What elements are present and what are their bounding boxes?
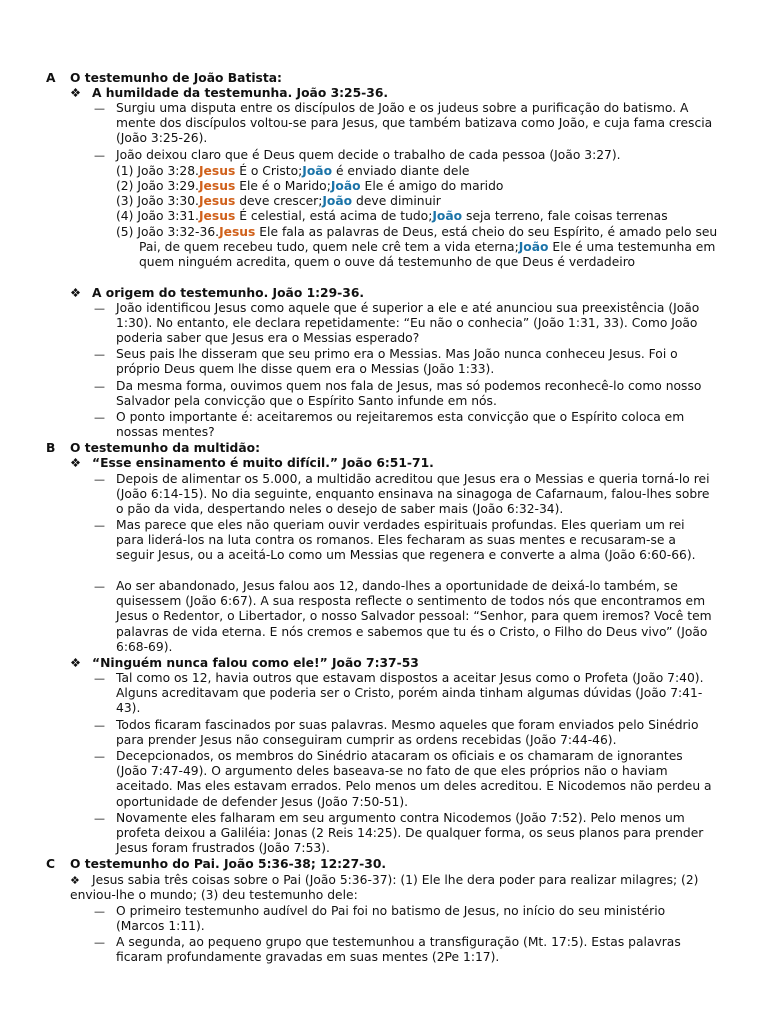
paragraph: — O ponto importante é: aceitaremos ou rejeitaremos esta convicção que o Espírito coloca em nossas mentes? (116, 410, 716, 440)
section-c-sub1: ❖ Jesus sabia três coisas sobre o Pai (João 5:36-37): (1) Ele lhe dera poder para realizar milagres; (2) enviou-lhe o mundo; (3) deu testemunho dele: (70, 873, 699, 903)
paragraph: — Decepcionados, os membros do Sinédrio atacaram os oficiais e os chamaram de ignorantes (João 7:47-49). O argumento deles baseava-se no fato de que eles próprios não o haviam aceitado. Mas eles estavam errados. Pelo menos um deles acreditou. E Nicodemos não perdeu a oportunidade de defender Jesus (João 7:50-51). (116, 749, 716, 810)
section-a-sub1-heading: ❖ A humildade da testemunha. João 3:25-36. (70, 86, 389, 100)
diamond-bullet-icon: ❖ (70, 456, 82, 470)
paragraph: — João deixou claro que é Deus quem decide o trabalho de cada pessoa (João 3:27). (116, 148, 716, 163)
diamond-bullet-icon: ❖ (70, 86, 82, 100)
four-diamond-bullet-icon: ❖ (70, 874, 80, 887)
list-item: (1) João 3:28.Jesus É o Cristo;João é enviado diante dele (116, 164, 470, 178)
list-item: (5) João 3:32-36.Jesus Ele fala as palavras de Deus, está cheio do seu Espírito, é amado pelo seu Pai, de quem recebeu tudo, quem nele crê tem a vida eterna;João Ele é uma testemunha em quem ninguém acredita, quem o ouve dá testemunho de que Deus é verdadeiro (116, 225, 718, 270)
paragraph: — Da mesma forma, ouvimos quem nos fala de Jesus, mas só podemos reconhecê-lo como nosso Salvador pela convicção que o Espírito Santo infunde em nós. (116, 379, 716, 409)
paragraph: — Mas parece que eles não queriam ouvir verdades espirituais profundas. Eles queriam um rei para liderá-los na luta contra os romanos. Eles fecharam as suas mentes e recusaram-se a seguir Jesus, ou a aceitá-Lo como um Messias que regenera e converte a alma (João 6:60-66). (116, 518, 716, 564)
paragraph: — Seus pais lhe disseram que seu primo era o Messias. Mas João nunca conheceu Jesus. Foi o próprio Deus quem lhe disse quem era o Messias (João 1:33). (116, 347, 716, 377)
list-item: (4) João 3:31.Jesus É celestial, está acima de tudo;João seja terreno, fale coisas terrenas (116, 209, 668, 223)
paragraph: — Todos ficaram fascinados por suas palavras. Mesmo aqueles que foram enviados pelo Sinédrio para prender Jesus não conseguiram cumprir as ordens recebidas (João 7:44-46). (116, 718, 716, 748)
section-c-heading: C O testemunho do Pai. João 5:36-38; 12:27-30. (46, 857, 387, 871)
paragraph: — A segunda, ao pequeno grupo que testemunhou a transfiguração (Mt. 17:5). Estas palavras ficaram profundamente gravadas em suas mentes (2Pe 1:17). (116, 935, 716, 965)
paragraph: — Depois de alimentar os 5.000, a multidão acreditou que Jesus era o Messias e queria torná-lo rei (João 6:14-15). No dia seguinte, enquanto ensinava na sinagoga de Cafarnaum, falou-lhes sobre o pão da vida, despertando neles o desejo de saber mais (João 6:32-34). (116, 472, 716, 518)
diamond-bullet-icon: ❖ (70, 656, 82, 670)
section-b-sub1-heading: ❖ “Esse ensinamento é muito difícil.” João 6:51-71. (70, 456, 434, 470)
section-b-sub2-heading: ❖ “Ninguém nunca falou como ele!” João 7:37-53 (70, 656, 419, 670)
list-item: (2) João 3:29.Jesus Ele é o Marido;João Ele é amigo do marido (116, 179, 504, 193)
diamond-bullet-icon: ❖ (70, 286, 82, 300)
section-a-sub2-heading: ❖ A origem do testemunho. João 1:29-36. (70, 286, 365, 300)
list-item: (3) João 3:30.Jesus deve crescer;João deve diminuir (116, 194, 441, 208)
paragraph: — O primeiro testemunho audível do Pai foi no batismo de Jesus, no início do seu ministério (Marcos 1:11). (116, 904, 716, 934)
paragraph: — Tal como os 12, havia outros que estavam dispostos a aceitar Jesus como o Profeta (João 7:40). Alguns acreditavam que poderia ser o Cristo, porém ainda tinham algumas dúvidas (João 7:41-43). (116, 671, 716, 717)
paragraph: — Novamente eles falharam em seu argumento contra Nicodemos (João 7:52). Pelo menos um profeta deixou a Galiléia: Jonas (2 Reis 14:25). De qualquer forma, os seus planos para prender Jesus foram frustrados (João 7:53). (116, 811, 716, 857)
section-a-heading: A O testemunho de João Batista: (46, 71, 282, 85)
section-b-heading: B O testemunho da multidão: (46, 441, 261, 455)
paragraph: — Surgiu uma disputa entre os discípulos de João e os judeus sobre a purificação do batismo. A mente dos discípulos voltou-se para Jesus, que também batizava como João, e cuja fama crescia (João 3:25-26). (116, 101, 716, 147)
paragraph: — João identificou Jesus como aquele que é superior a ele e até anunciou sua preexistência (João 1:30). No entanto, ele declara repetidamente: “Eu não o conhecia” (João 1:31, 33). Como João poderia saber que Jesus era o Messias esperado? (116, 301, 716, 347)
paragraph: — Ao ser abandonado, Jesus falou aos 12, dando-lhes a oportunidade de deixá-lo também, se quisessem (João 6:67). A sua resposta reflecte o sentimento de todos nós que encontramos em Jesus o Redentor, o Libertador, o nosso Salvador pessoal: “Senhor, para quem iremos? Você tem palavras de vida eterna. E nós cremos e sabemos que tu és o Cristo, o Filho do Deus vivo” (João 6:68-69). (116, 579, 716, 655)
